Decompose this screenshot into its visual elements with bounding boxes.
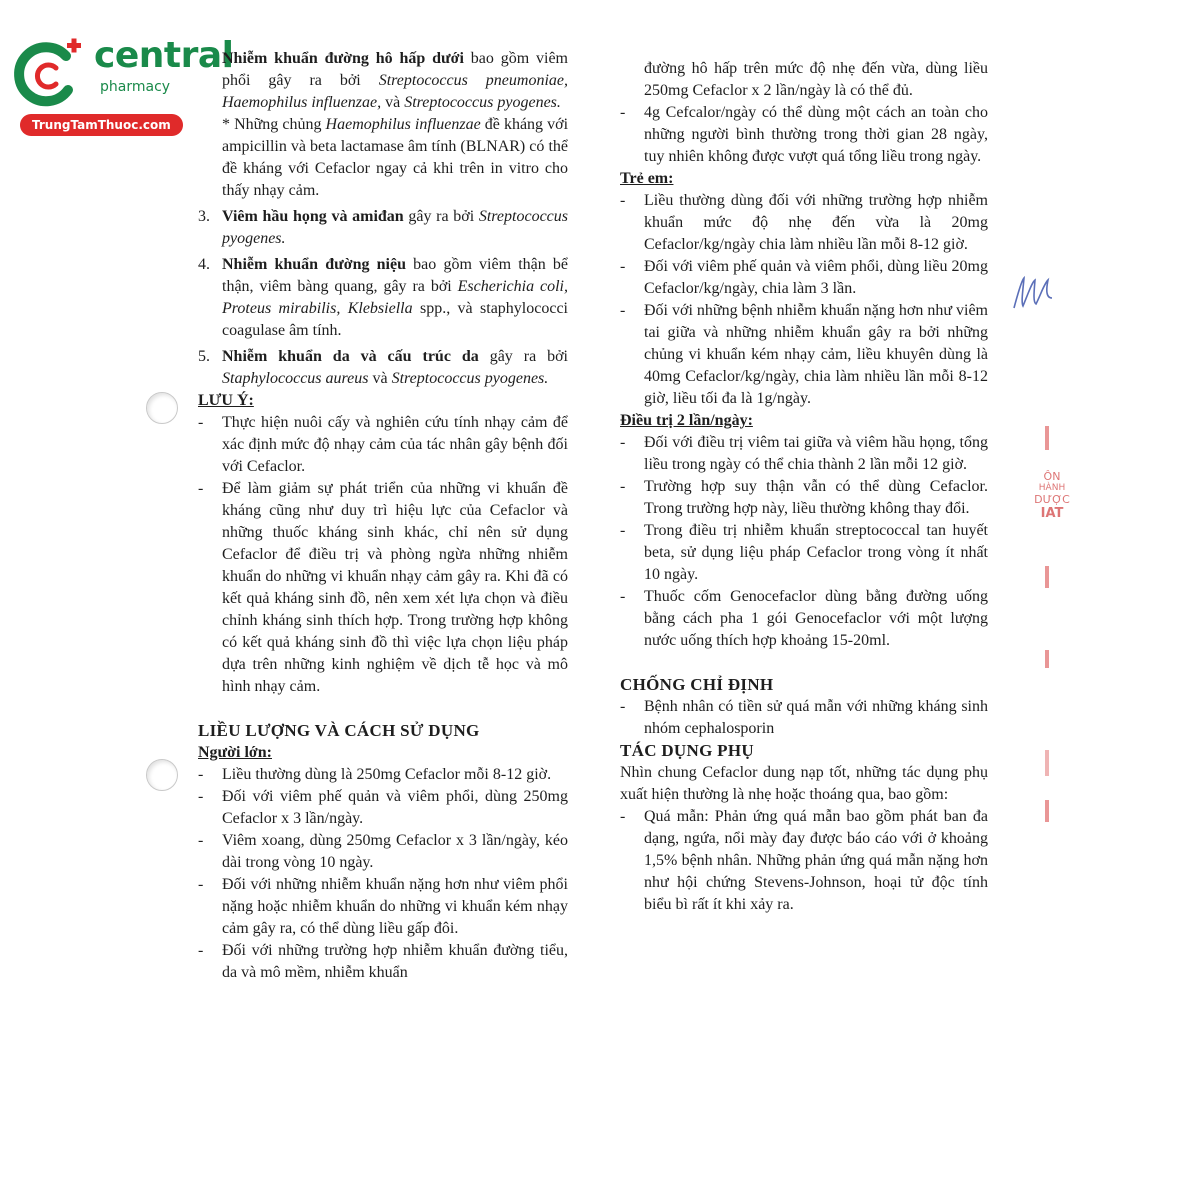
stamp-edge-mark [1045, 750, 1049, 776]
item3-title: Viêm hầu họng và amiđan [222, 208, 404, 225]
note-organism: Haemophilus influenzae [325, 116, 481, 133]
item2-text: bao gồm viêm phổi gây ra bởi [222, 50, 568, 89]
blnar-note [198, 114, 568, 202]
child-text-2: Đối với viêm phế quản và viêm phổi, dùng liều 20mg Cefaclor/kg/ngày, chia làm 3 lần. [644, 258, 988, 297]
stamp-edge-mark [1045, 650, 1049, 668]
stamp-line-4: IAT [1040, 506, 1064, 521]
dash-bullet: - [198, 788, 204, 805]
item2-title: Nhiễm khuẩn đường hô hấp dưới [222, 50, 464, 67]
contraindication-heading: CHỐNG CHỈ ĐỊNH [620, 675, 774, 694]
twice-item [620, 432, 988, 476]
dash-bullet: - [620, 522, 626, 539]
twice-text-1: Đối với điều trị viêm tai giữa và viêm hầu họng, tổng liều trong ngày có thể chia thành 2 lần mỗi 12 giờ. [644, 434, 988, 473]
item2-organisms: Streptococcus pneumoniae, Haemophilus influenzae, [222, 72, 568, 111]
adult-continuation: đường hô hấp trên mức độ nhẹ đến vừa, dùng liều 250mg Cefaclor x 2 lần/ngày là có thể đủ. [644, 60, 988, 99]
note-text: đề kháng với ampicillin và beta lactamase âm tính (BLNAR) có thể đề kháng với Cefaclor ngay cả khi trên in vitro cho thấy nhạy cảm. [222, 116, 569, 199]
logo-website: TrungTamThuoc.com [20, 114, 183, 136]
indication-item-3 [198, 206, 568, 250]
dash-bullet: - [198, 942, 204, 959]
item2-organism-2: Streptococcus pyogenes. [404, 94, 561, 111]
item5-organism: Staphylococcus aureus [222, 370, 369, 387]
punch-hole-top [146, 392, 178, 424]
right-column [620, 58, 988, 916]
adult-text-3: Viêm xoang, dùng 250mg Cefaclor x 3 lần/ngày, kéo dài trong vòng 10 ngày. [222, 832, 568, 871]
adult-item [198, 786, 568, 830]
item4-text: bao gồm viêm thận bể thận, viêm bàng quang, gây ra bởi [222, 256, 569, 295]
item4-rest: spp., và staphylococci coagulase âm tính. [222, 300, 568, 339]
stamp-line-1: ÔN [1043, 470, 1061, 483]
child-text-3: Đối với những bệnh nhiễm khuẩn nặng hơn như viêm tai giữa và những nhiễm khuẩn gây ra bởi những chủng vi khuẩn kém nhạy cảm, liều khuyên dùng là 40mg Cefaclor/kg/ngày, chia làm nhiều lần mỗi 8-12 giờ, liều tối đa là 1g/ngày. [644, 302, 988, 407]
adult-text-1: Liều thường dùng là 250mg Cefaclor mỗi 8-12 giờ. [222, 766, 552, 783]
item3-text: gây ra bởi [403, 208, 479, 225]
item3-number: 3. [198, 208, 210, 225]
twice-item [620, 520, 988, 586]
stamp-edge-mark [1045, 426, 1049, 450]
stamp-edge-mark [1045, 566, 1049, 588]
adult-item [620, 102, 988, 168]
adult-item [198, 940, 568, 984]
twice-item [620, 586, 988, 652]
dash-bullet: - [620, 302, 626, 319]
side-effect-item [620, 806, 988, 916]
dash-bullet: - [620, 478, 626, 495]
indication-item-4 [198, 254, 568, 342]
stamp-line-2: HÀNH [1038, 483, 1066, 493]
child-text-1: Liều thường dùng đối với những trường hợp nhiễm khuẩn mức độ nhẹ đến vừa là 20mg Cefaclor/kg/ngày chia làm nhiều lần mỗi 8-12 giờ. [644, 192, 988, 253]
indication-item-2 [198, 48, 568, 114]
item4-title: Nhiễm khuẩn đường niệu [222, 256, 407, 273]
side-text-1: Quá mẫn: Phản ứng quá mẫn bao gồm phát ban đa dạng, ngứa, nổi mày đay được báo cáo với ở khoảng 1,5% bệnh nhân. Những phản ứng quá mẫn nặng hơn như hội chứng Stevens-Johnson, hoại tử độc tính biểu bì rất ít khi xảy ra. [644, 808, 988, 913]
child-item [620, 190, 988, 256]
luu-y-heading: LƯU Ý: [198, 392, 254, 409]
dash-bullet: - [198, 766, 204, 783]
luu-y-text-2: Để làm giảm sự phát triển của những vi khuẩn đề kháng cũng như duy trì hiệu lực của Cefaclor và những thuốc kháng sinh khác, chỉ nên sử dụng Cefaclor để điều trị và phòng ngừa những nhiễm khuẩn do những vi khuẩn nhạy cảm gây ra. Khi đã có kết quả kháng sinh đồ, nên xem xét lựa chọn và điều chỉnh kháng sinh thích hợp. Trong trường hợp không có kết quả kháng sinh đồ thì việc lựa chọn liệu pháp dựa trên những kinh nghiệm về dịch tễ học và mô hình nhạy cảm. [222, 480, 568, 695]
dash-bullet: - [620, 258, 626, 275]
adult-text-4: Đối với những nhiễm khuẩn nặng hơn như viêm phổi nặng hoặc nhiễm khuẩn do những vi khuẩn kém nhạy cảm gây ra, có thể dùng liều gấp đôi. [222, 876, 568, 937]
item5-title: Nhiễm khuẩn da và cấu trúc da [222, 348, 479, 365]
dash-bullet: - [198, 414, 204, 431]
dash-bullet: - [620, 434, 626, 451]
contra-text-1: Bệnh nhân có tiền sử quá mẫn với những kháng sinh nhóm cephalosporin [644, 698, 988, 737]
adult-text-6: 4g Cefcalor/ngày có thể dùng một cách an toàn cho những người bình thường trong thời gian 28 ngày, tuy nhiên không được vượt quá tổng liều trong ngày. [644, 104, 988, 165]
item2-and: và [381, 94, 405, 111]
dosage-heading: LIỀU LƯỢNG VÀ CÁCH SỬ DỤNG [198, 721, 480, 740]
item5-number: 5. [198, 348, 210, 365]
dash-bullet: - [620, 192, 626, 209]
item5-organism-2: Streptococcus pyogenes. [391, 370, 549, 387]
child-item [620, 256, 988, 300]
dash-bullet: - [198, 876, 204, 893]
side-effects-intro: Nhìn chung Cefaclor dung nạp tốt, những tác dụng phụ xuất hiện thường là nhẹ hoặc thoáng qua, bao gồm: [620, 764, 988, 803]
dash-bullet: - [620, 104, 626, 121]
punch-hole-bottom [146, 759, 178, 791]
adult-text-2: Đối với viêm phế quản và viêm phổi, dùng 250mg Cefaclor x 3 lần/ngày. [222, 788, 568, 827]
note-prefix: * Những chủng [222, 116, 326, 133]
logo-c-icon [10, 38, 90, 113]
stamp-line-3: DƯỢC [1034, 493, 1070, 506]
central-pharmacy-logo [10, 35, 234, 138]
dash-bullet: - [198, 480, 204, 497]
indication-item-5 [198, 346, 568, 390]
signature-mark [1008, 268, 1058, 318]
luu-y-text-1: Thực hiện nuôi cấy và nghiên cứu tính nhạy cảm để xác định mức độ nhạy cảm của tác nhân gây bệnh đối với Cefaclor. [222, 414, 568, 475]
adult-item [198, 874, 568, 940]
luu-y-item [198, 412, 568, 478]
item4-number: 4. [198, 256, 210, 273]
luu-y-item [198, 478, 568, 698]
dash-bullet: - [620, 588, 626, 605]
side-effects-heading: TÁC DỤNG PHỤ [620, 741, 754, 760]
margin-stamp [1032, 470, 1072, 521]
twice-text-3: Trong điều trị nhiễm khuẩn streptococcal tan huyết beta, sử dụng liệu pháp Cefaclor trong vòng ít nhất 10 ngày. [644, 522, 988, 583]
stamp-edge-mark [1045, 800, 1049, 822]
adult-item [198, 764, 568, 786]
child-heading: Trẻ em: [620, 170, 674, 187]
dash-bullet: - [620, 698, 626, 715]
twice-daily-heading: Điều trị 2 lần/ngày: [620, 412, 753, 429]
adult-text-5: Đối với những trường hợp nhiễm khuẩn đường tiểu, da và mô mềm, nhiễm khuẩn [222, 942, 568, 981]
child-item [620, 300, 988, 410]
item5-text: gây ra bởi [478, 348, 569, 365]
logo-name: central [94, 35, 234, 76]
item3-organism: Streptococcus pyogenes. [222, 208, 568, 247]
twice-text-4: Thuốc cốm Genocefaclor dùng bằng đường uống bằng cách pha 1 gói Genocefaclor với một lượng nước uống thích hợp khoảng 15-20ml. [644, 588, 988, 649]
item4-organisms: Escherichia coli, Proteus mirabilis, Klebsiella [222, 278, 568, 317]
twice-item [620, 476, 988, 520]
dash-bullet: - [620, 808, 626, 825]
twice-text-2: Trường hợp suy thận vẫn có thể dùng Cefaclor. Trong trường hợp này, liều thường không thay đổi. [644, 478, 988, 517]
contraindication-item [620, 696, 988, 740]
item5-and: và [368, 370, 392, 387]
left-column [198, 48, 568, 984]
adult-heading: Người lớn: [198, 744, 272, 761]
adult-item [198, 830, 568, 874]
dash-bullet: - [198, 832, 204, 849]
logo-subtitle: pharmacy [100, 79, 171, 95]
